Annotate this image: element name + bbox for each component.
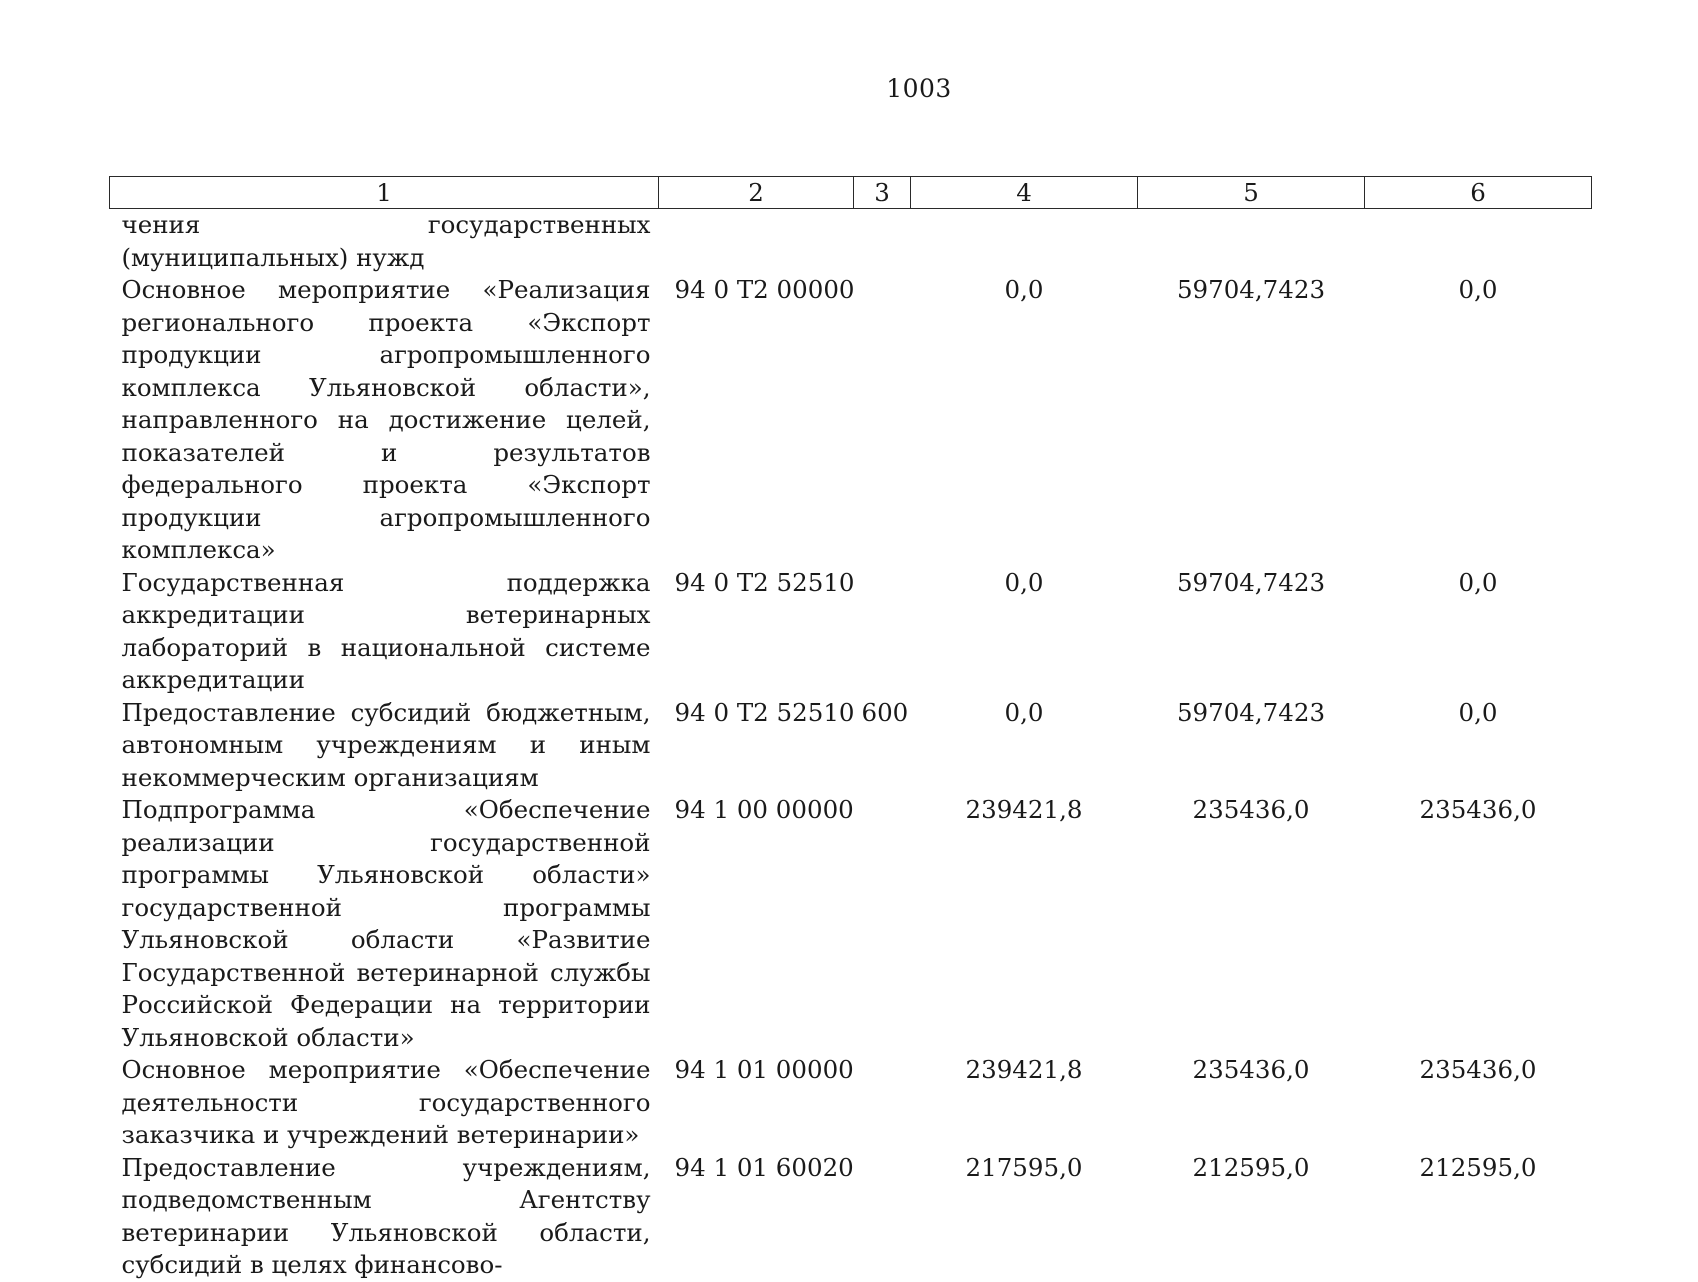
row-code [659, 209, 854, 275]
header-col-4: 4 [911, 177, 1138, 209]
header-col-3: 3 [854, 177, 911, 209]
row-type: 600 [861, 697, 909, 727]
row-value-4: 239421,8 [965, 1055, 1083, 1084]
row-name: Предоставление субсидий бюджетным, автономным учреждениям и иным некоммерческим организациям [121, 697, 651, 792]
row-value-4: 217595,0 [965, 1152, 1083, 1182]
row-value-5: 235436,0 [1192, 795, 1310, 824]
table-row [110, 209, 1592, 275]
row-value-4: 0,0 [1004, 275, 1044, 304]
row-name: чения государственных (муниципальных) нужд [121, 210, 651, 272]
row-type [854, 1054, 911, 1152]
budget-table-container [109, 176, 1591, 1282]
row-value-4: 0,0 [1004, 567, 1044, 597]
table-row [110, 274, 1592, 567]
row-code: 94 1 01 60020 [674, 1152, 854, 1182]
row-value-6: 0,0 [1458, 275, 1498, 304]
table-row [110, 697, 1592, 795]
budget-table [109, 176, 1592, 1282]
row-type [854, 567, 911, 697]
row-value-5: 59704,7423 [1176, 567, 1326, 597]
row-type [854, 794, 911, 1054]
row-value-5: 235436,0 [1192, 1055, 1310, 1084]
row-name: Основное мероприятие «Обеспечение деятельности государственного заказчика и учреждений ветеринарии» [121, 1055, 651, 1149]
row-value-5: 59704,7423 [1176, 275, 1326, 304]
row-type [854, 274, 911, 567]
row-code: 94 0 Т2 52510 [674, 697, 855, 727]
header-col-5: 5 [1138, 177, 1365, 209]
row-value-4 [911, 209, 1138, 275]
table-row [110, 794, 1592, 1054]
row-value-5: 212595,0 [1192, 1152, 1310, 1182]
row-name: Подпрограмма «Обеспечение реализации государственной программы Ульяновской области» государственной программы Ульяновской области «Развитие Государственной ветеринарной службы Российской Федерации на территории Ульяновской области» [121, 795, 651, 1052]
row-value-6: 0,0 [1458, 697, 1498, 727]
row-value-6: 0,0 [1458, 567, 1498, 597]
row-code: 94 1 01 00000 [674, 1055, 854, 1084]
row-type [854, 209, 911, 275]
row-value-6: 212595,0 [1419, 1152, 1537, 1182]
row-value-6: 235436,0 [1419, 795, 1537, 824]
table-header [110, 177, 1592, 209]
row-value-4: 239421,8 [965, 795, 1083, 824]
row-value-5 [1138, 209, 1365, 275]
row-code: 94 0 Т2 52510 [674, 567, 855, 597]
row-value-6: 235436,0 [1419, 1055, 1537, 1084]
table-body [110, 209, 1592, 1282]
row-name: Предоставление учреждениям, подведомственным Агентству ветеринарии Ульяновской области, субсидий в целях финансово- [121, 1152, 651, 1279]
row-value-6 [1365, 209, 1592, 275]
header-row [110, 177, 1592, 209]
row-name: Государственная поддержка аккредитации ветеринарных лабораторий в национальной системе аккредитации [121, 567, 651, 694]
header-col-1: 1 [110, 177, 659, 209]
table-row [110, 567, 1592, 697]
page-number: 1003 [886, 74, 952, 103]
header-col-2: 2 [659, 177, 854, 209]
row-name: Основное мероприятие «Реализация регионального проекта «Экспорт продукции агропромышленного комплекса Ульяновской области», направленного на достижение целей, показателей и результатов федерального проекта «Экспорт продукции агропромышленного комплекса» [121, 275, 651, 564]
row-code: 94 0 Т2 00000 [674, 275, 855, 304]
table-row [110, 1054, 1592, 1152]
row-value-5: 59704,7423 [1176, 697, 1326, 727]
header-col-6: 6 [1365, 177, 1592, 209]
row-value-4: 0,0 [1004, 697, 1044, 727]
row-code: 94 1 00 00000 [674, 795, 854, 824]
table-row [110, 1152, 1592, 1282]
row-type [854, 1152, 911, 1282]
